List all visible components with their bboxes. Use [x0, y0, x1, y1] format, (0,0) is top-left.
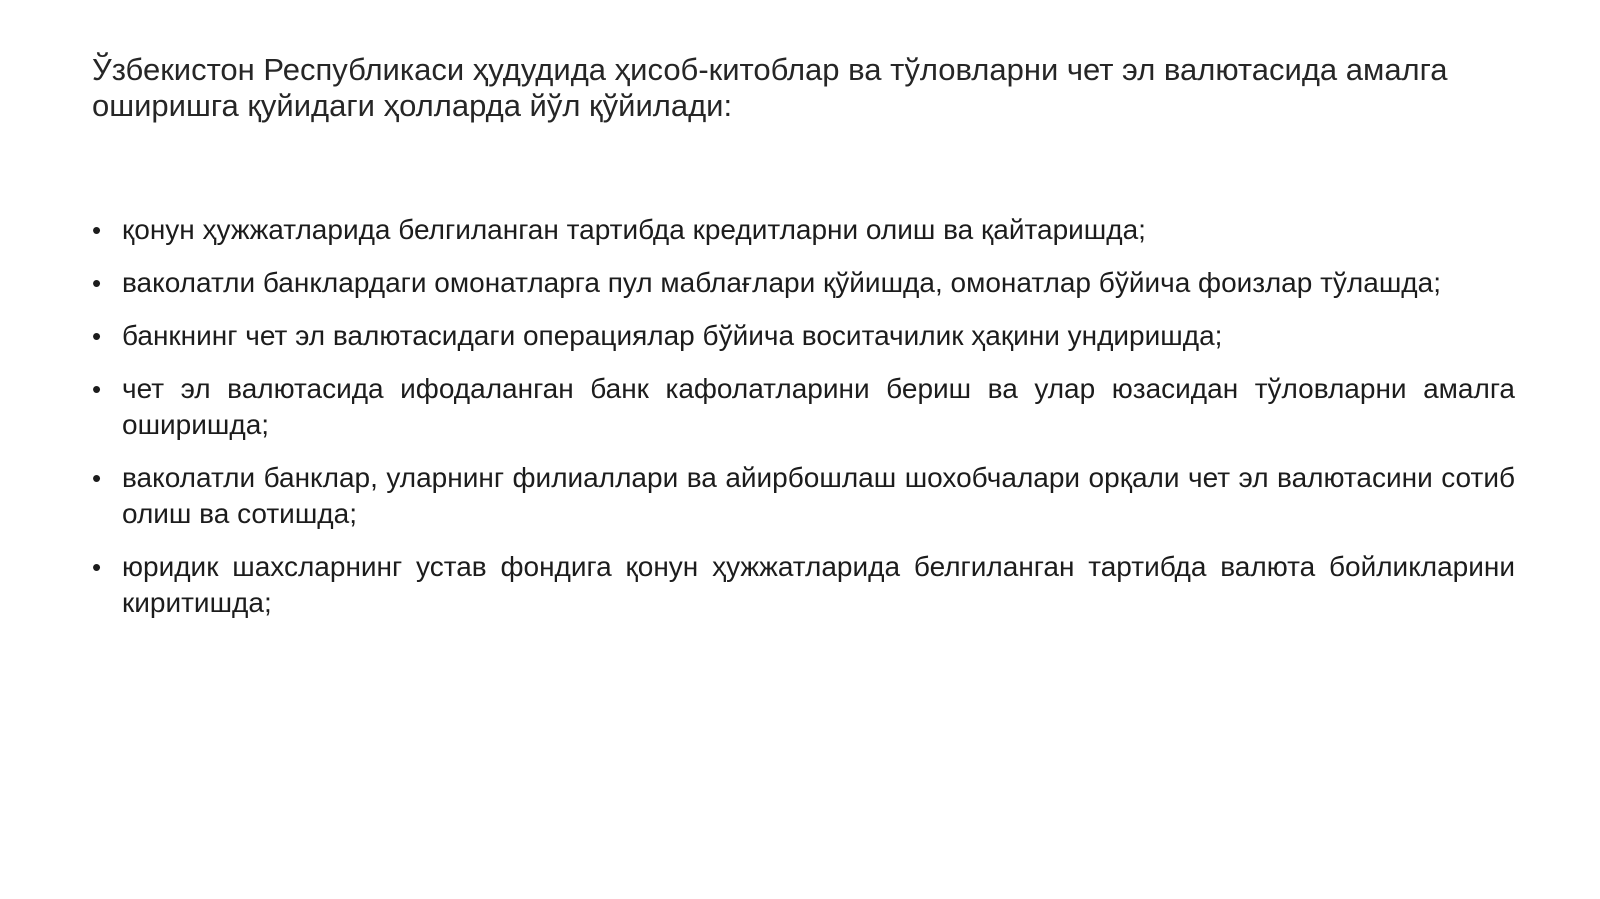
list-item-text: ваколатли банклар, уларнинг филиаллари ва айирбошлаш шохобчалари орқали чет эл валютасини сотиб олиш ва сотишда;: [122, 462, 1515, 529]
list-item-text: банкнинг чет эл валютасидаги операциялар бўйича воситачилик ҳақини ундиришда;: [122, 320, 1223, 351]
list-item-text: қонун ҳужжатларида белгиланган тартибда кредитларни олиш ва қайтаришда;: [122, 214, 1146, 245]
bullet-icon: •: [92, 552, 102, 582]
bullet-list: [92, 212, 1515, 638]
bullet-icon: •: [92, 374, 102, 404]
list-item-text: чет эл валютасида ифодаланган банк кафолатларини бериш ва улар юзасидан тўловларни амалга оширишда;: [122, 373, 1515, 440]
list-item-text: ваколатли банклардаги омонатларга пул маблағлари қўйишда, омонатлар бўйича фоизлар тўлашда;: [122, 267, 1441, 298]
list-item: [92, 212, 1515, 248]
slide-title: Ўзбекистон Республикаси ҳудудида ҳисоб-китоблар ва тўловларни чет эл валютасида амалга оширишга қуйидаги ҳолларда йўл қўйилади:: [92, 52, 1448, 123]
bullet-icon: •: [92, 215, 102, 245]
list-item: [92, 460, 1515, 532]
bullet-icon: •: [92, 321, 102, 351]
bullet-icon: •: [92, 268, 102, 298]
list-item: [92, 265, 1515, 301]
list-item: [92, 549, 1515, 621]
bullet-icon: •: [92, 463, 102, 493]
list-item: [92, 371, 1515, 443]
list-item-text: юридик шахсларнинг устав фондига қонун ҳужжатларида белгиланган тартибда валюта бойликларини киритишда;: [122, 551, 1515, 618]
list-item: [92, 318, 1515, 354]
